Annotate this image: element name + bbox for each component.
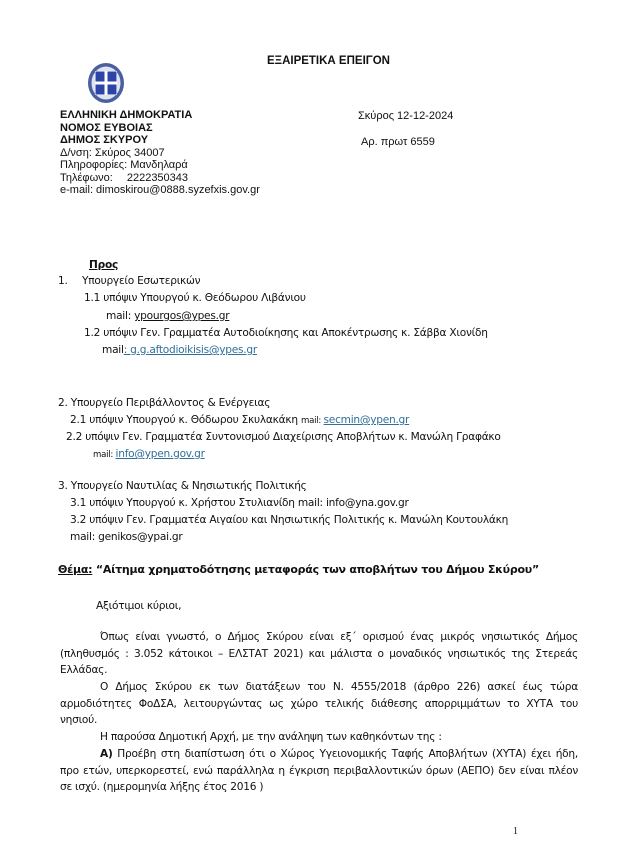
paragraph-3: Η παρούσα Δημοτική Αρχή, με την ανάληψη των καθηκόντων της : (100, 731, 442, 743)
sender-block (60, 109, 260, 197)
recipient-1-number: 1. (58, 275, 68, 287)
recipient-3-1: 3.1 υπόψιν Υπουργού κ. Χρήστου Στυλιανίδη mail: info@yna.gov.gr (70, 497, 409, 509)
recipient-3-name: 3. Υπουργείο Ναυτιλίας & Νησιωτικής Πολιτικής (58, 480, 307, 492)
paragraph-1: Όπως είναι γνωστό, ο Δήμος Σκύρου είναι εξ΄ ορισμού ένας μικρός νησιωτικός Δήμος (πληθυσμός : 3.052 κάτοικοι – ΕΛΣΤΑΤ 2021) και μάλιστα ο μοναδικός νησιωτικός της Στερεάς Ελλάδας. (60, 631, 578, 676)
recipients-heading: Προς (89, 259, 119, 271)
protocol-number: Αρ. πρωτ 6559 (361, 136, 435, 148)
sender-address: Δ/νση: Σκύρος 34007 (60, 146, 165, 159)
email-link[interactable]: ypourgos@ypes.gr (134, 310, 230, 322)
recipient-1-1-mail: mail: ypourgos@ypes.gr (106, 310, 230, 322)
sender-phone (60, 172, 260, 185)
page-number: 1 (513, 826, 518, 837)
recipient-3-2-mail: mail: genikos@ypai.gr (70, 531, 183, 543)
sender-country: ΕΛΛΗΝΙΚΗ ΔΗΜΟΚΡΑΤΙΑ (60, 109, 193, 121)
recipient-3-2: 3.2 υπόψιν Γεν. Γραμματέα Αιγαίου και Νησιωτικής Πολιτικής κ. Μανώλη Κουτουλάκη (70, 514, 509, 526)
recipient-1-2-mail: mail: g.g.aftodioikisis@ypes.gr (102, 344, 257, 356)
email-link[interactable]: secmin@ypen.gr (323, 414, 410, 426)
subject-label: Θέμα: (58, 563, 93, 576)
recipient-1-name: Υπουργείο Εσωτερικών (82, 275, 201, 287)
paragraph-2: Ο Δήμος Σκύρου εκ των διατάξεων του Ν. 4555/2018 (άρθρο 226) ασκεί έως τώρα αρμοδιότητες ΦοΔΣΑ, λειτουργώντας ως χώρο τελικής διάθεσης απορριμμάτων το ΧΥΤΑ του νησιού. (60, 681, 578, 726)
paragraph-4: Α) Προέβη στη διαπίστωση ότι ο Χώρος Υγειονομικής Ταφής Αποβλήτων (ΧΥΤΑ) έχει ήδη, προ ετών, υπερκορεστεί, ενώ παράλληλα η έγκριση περιβαλλοντικών όρων (ΑΕΠΟ) δεν είναι πλέον σε ισχύ. (ημερομηνία λήξης έτος 2016 ) (60, 748, 578, 793)
urgent-label: ΕΞΑΙΡΕΤΙΚΑ ΕΠΕΙΓΟΝ (267, 55, 390, 67)
recipient-2-1: 2.1 υπόψιν Υπουργού κ. Θόδωρου Σκυλακάκη mail: secmin@ypen.gr (70, 414, 410, 426)
email-link[interactable]: : g.g.aftodioikisis@ypes.gr (123, 344, 257, 356)
subject-line (58, 562, 539, 578)
recipient-1-2: 1.2 υπόψιν Γεν. Γραμματέα Αυτοδιοίκησης και Αποκέντρωσης κ. Σάββα Χιονίδη (84, 327, 488, 339)
greeting: Αξιότιμοι κύριοι, (96, 600, 182, 612)
sender-municipality: ΔΗΜΟΣ ΣΚΥΡΟΥ (60, 134, 149, 146)
document-date: Σκύρος 12-12-2024 (358, 110, 454, 122)
sender-info: Πληροφορίες: Μανδηλαρά (60, 159, 188, 171)
greek-coat-of-arms-icon (86, 62, 126, 106)
point-a-label: Α) (100, 748, 113, 760)
recipient-2-2: 2.2 υπόψιν Γεν. Γραμματέα Συντονισμού Διαχείρισης Αποβλήτων κ. Μανώλη Γραφάκο (66, 431, 501, 443)
phone-number: 2222350343 (126, 171, 189, 184)
recipient-2-2-mail: mail: info@ypen.gov.gr (93, 448, 205, 460)
recipient-2-name: 2. Υπουργείο Περιβάλλοντος & Ενέργειας (58, 397, 271, 409)
sender-prefecture: ΝΟΜΟΣ ΕΥΒΟΙΑΣ (60, 121, 153, 134)
phone-label: Τηλέφωνο: (60, 171, 113, 184)
recipient-1-1: 1.1 υπόψιν Υπουργού κ. Θεόδωρου Λιβάνιου (84, 292, 306, 304)
email-link[interactable]: info@ypen.gov.gr (115, 448, 205, 460)
subject-text: “Αίτημα χρηματοδότησης μεταφοράς των αποβλήτων του Δήμου Σκύρου” (92, 563, 539, 576)
sender-email: e-mail: dimoskirou@0888.syzefxis.gov.gr (60, 184, 260, 196)
